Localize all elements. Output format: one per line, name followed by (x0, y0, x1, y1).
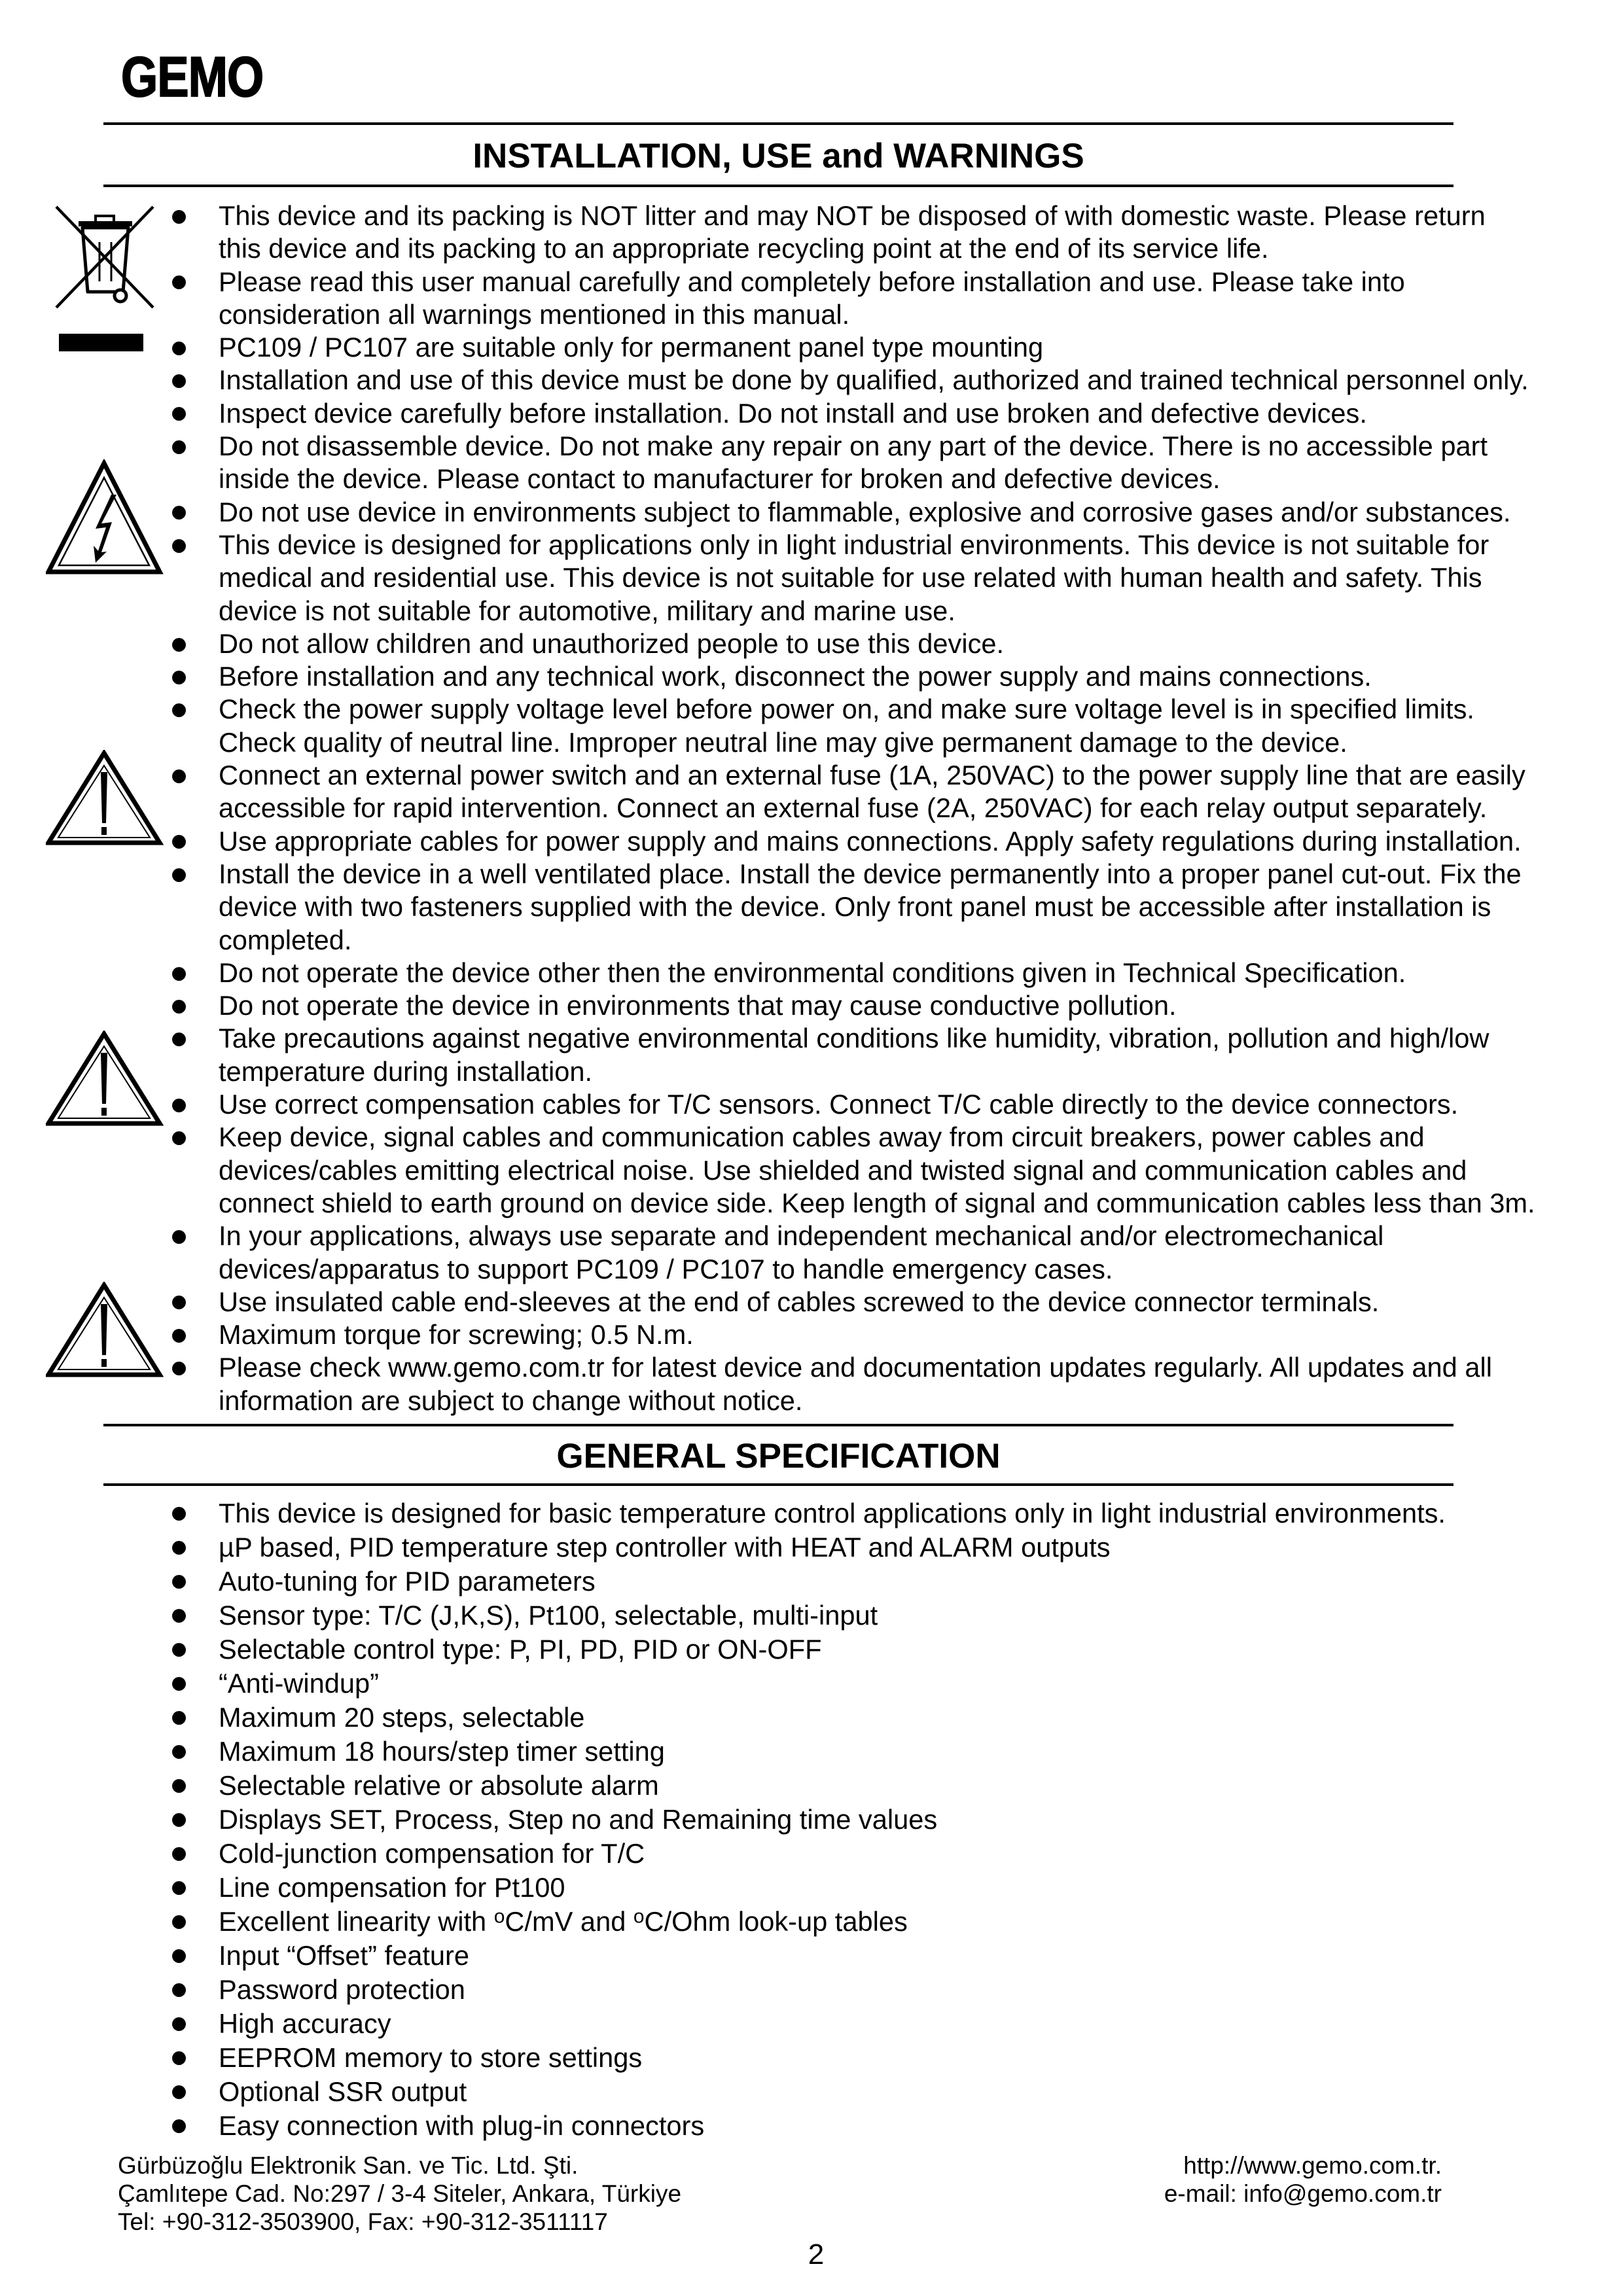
item-line: Keep device, signal cables and communication cables away from circuit breakers, power cables and (219, 1122, 1425, 1153)
item-line: device is not suitable for automotive, military and marine use. (219, 595, 955, 626)
list-item (0, 266, 1623, 332)
item-text: C/mV and (505, 1905, 633, 1937)
list-item (0, 430, 1623, 496)
item-line: Easy connection with plug-in connectors (219, 2110, 705, 2141)
item-line: Do not disassemble device. Do not make any repair on any part of the device. There is no accessible part (219, 431, 1488, 462)
item-text: Excellent linearity with (219, 1905, 494, 1937)
list-item (0, 1530, 1623, 1564)
bullet-icon (172, 2051, 186, 2065)
item-line: “Anti-windup” (219, 1667, 380, 1699)
general-specification-list (0, 1496, 1623, 2143)
list-item (0, 1318, 1623, 1351)
list-item (0, 2075, 1623, 2109)
bullet-icon (172, 1779, 186, 1793)
item-line: Use insulated cable end-sleeves at the end of cables screwed to the device connector terminals. (219, 1286, 1380, 1317)
bullet-icon (172, 2085, 186, 2099)
bullet-icon (172, 1131, 186, 1145)
list-item (0, 1701, 1623, 1735)
list-item (0, 1837, 1623, 1871)
list-item (0, 364, 1623, 397)
bullet-icon (172, 638, 186, 652)
installation-warnings-list (0, 200, 1623, 1417)
bullet-icon (172, 1983, 186, 1997)
degree-superscript: o (493, 1905, 505, 1927)
degree-superscript: o (633, 1905, 645, 1927)
bullet-icon (172, 703, 186, 717)
list-item (0, 989, 1623, 1022)
item-line: Do not allow children and unauthorized people to use this device. (219, 627, 1005, 659)
bullet-icon (172, 1362, 186, 1375)
list-item (0, 2109, 1623, 2143)
bullet-icon (172, 1643, 186, 1657)
item-line: Selectable relative or absolute alarm (219, 1769, 659, 1801)
bullet-icon (172, 868, 186, 882)
bullet-icon (172, 1949, 186, 1963)
footer-email: e-mail: info@gemo.com.tr (1164, 2180, 1442, 2207)
item-line: devices/cables emitting electrical noise. Use shielded and twisted signal and communication cables and (219, 1154, 1467, 1186)
item-line: inside the device. Please contact to manufacturer for broken and defective devices. (219, 463, 1221, 495)
item-line: Check the power supply voltage level before power on, and make sure voltage level is in specified limits. (219, 694, 1474, 725)
item-line: Connect an external power switch and an external fuse (1A, 250VAC) to the power supply line that are easily (219, 760, 1525, 791)
bullet-icon (172, 1847, 186, 1861)
bullet-icon (172, 2119, 186, 2133)
item-line: Sensor type: T/C (J,K,S), Pt100, selectable, multi-input (219, 1599, 878, 1631)
bullet-icon (172, 1541, 186, 1555)
footer-phone-fax: Tel: +90-312-3503900, Fax: +90-312-3511117 (118, 2208, 608, 2235)
bullet-icon (172, 1915, 186, 1929)
footer-website: http://www.gemo.com.tr. (1183, 2151, 1442, 2179)
item-line: High accuracy (219, 2007, 391, 2039)
list-item (0, 660, 1623, 693)
item-line: Take precautions against negative environmental conditions like humidity, vibration, pollution and high/low (219, 1023, 1489, 1054)
list-item (0, 1598, 1623, 1633)
list-item (0, 1871, 1623, 1905)
section-rule (103, 1424, 1454, 1426)
item-line: medical and residential use. This device is not suitable for use related with human health and safety. This (219, 562, 1482, 593)
list-item (0, 1121, 1623, 1220)
bullet-icon (172, 1230, 186, 1244)
item-line: Do not use device in environments subject to flammable, explosive and corrosive gases and/or substances. (219, 496, 1511, 527)
item-text: C/Ohm look-up tables (644, 1905, 908, 1937)
bullet-icon (172, 1099, 186, 1112)
list-item (0, 200, 1623, 266)
bullet-icon (172, 1711, 186, 1725)
page-number: 2 (808, 2238, 825, 2270)
list-item (0, 1022, 1623, 1088)
section-rule (103, 1483, 1454, 1486)
list-item (0, 1769, 1623, 1803)
section-title-installation: INSTALLATION, USE and WARNINGS (473, 137, 1084, 175)
item-line: Use correct compensation cables for T/C sensors. Connect T/C cable directly to the device connectors. (219, 1089, 1459, 1120)
bullet-icon (172, 671, 186, 684)
brand-logo: GEMO (121, 46, 264, 109)
footer-company: Gürbüzoğlu Elektronik San. ve Tic. Ltd. Şti. (118, 2151, 579, 2179)
item-line: Use appropriate cables for power supply and mains connections. Apply safety regulations during installation. (219, 825, 1522, 857)
item-line: This device and its packing is NOT litter and may NOT be disposed of with domestic waste. Please return (219, 200, 1486, 231)
bullet-icon (172, 769, 186, 783)
item-line: Please read this user manual carefully and completely before installation and use. Please take into (219, 266, 1405, 297)
item-line: information are subject to change without notice. (219, 1385, 803, 1416)
item-line: Displays SET, Process, Step no and Remaining time values (219, 1803, 938, 1835)
bullet-icon (172, 967, 186, 981)
list-item (0, 1667, 1623, 1701)
item-line: temperature during installation. (219, 1055, 593, 1087)
bullet-icon (172, 1575, 186, 1589)
list-item (0, 529, 1623, 627)
list-item (0, 858, 1623, 957)
item-line: Installation and use of this device must be done by qualified, authorized and trained technical personnel only. (219, 364, 1529, 396)
item-line: Maximum torque for screwing; 0.5 N.m. (219, 1319, 694, 1351)
bullet-icon (172, 1033, 186, 1046)
item-line: Maximum 20 steps, selectable (219, 1701, 585, 1733)
item-line: Input “Offset” feature (219, 1939, 470, 1971)
item-line: Do not operate the device in environments that may cause conductive pollution. (219, 990, 1177, 1021)
item-line: Inspect device carefully before installation. Do not install and use broken and defective devices. (219, 397, 1367, 429)
list-item (0, 2041, 1623, 2075)
item-line: devices/apparatus to support PC109 / PC107 to handle emergency cases. (219, 1253, 1113, 1284)
item-line: Please check www.gemo.com.tr for latest device and documentation updates regularly. All updates and all (219, 1352, 1492, 1383)
item-line (0, 1905, 1623, 1939)
list-item (0, 397, 1623, 430)
item-line: Auto-tuning for PID parameters (219, 1565, 596, 1597)
item-line: Maximum 18 hours/step timer setting (219, 1735, 665, 1767)
bullet-icon (172, 539, 186, 553)
bullet-icon (172, 1329, 186, 1343)
bullet-icon (172, 1609, 186, 1623)
item-line: Cold-junction compensation for T/C (219, 1837, 645, 1869)
bullet-icon (172, 342, 186, 355)
bullet-icon (172, 1677, 186, 1691)
item-line: Password protection (219, 1973, 465, 2005)
item-line: completed. (219, 924, 352, 955)
item-line: Check quality of neutral line. Improper neutral line may give permanent damage to the device. (219, 726, 1347, 758)
list-item (0, 1351, 1623, 1417)
list-item (0, 1939, 1623, 1973)
item-line: Before installation and any technical work, disconnect the power supply and mains connections. (219, 661, 1372, 692)
bullet-icon (172, 1813, 186, 1827)
item-line: This device is designed for applications only in light industrial environments. This device is not suitable for (219, 529, 1489, 560)
item-line: This device is designed for basic temperature control applications only in light industrial environments. (219, 1497, 1446, 1528)
item-line: In your applications, always use separate and independent mechanical and/or electromechanical (219, 1220, 1384, 1252)
item-line: this device and its packing to an appropriate recycling point at the end of its service life. (219, 233, 1269, 264)
bullet-icon (172, 1881, 186, 1895)
item-line: consideration all warnings mentioned in this manual. (219, 298, 850, 330)
section-title-specification: GENERAL SPECIFICATION (556, 1437, 1001, 1475)
bullet-icon (172, 1000, 186, 1014)
bullet-icon (172, 1745, 186, 1759)
list-item (0, 331, 1623, 364)
list-item (0, 496, 1623, 529)
bullet-icon (172, 440, 186, 454)
footer-address: Çamlıtepe Cad. No:297 / 3-4 Siteler, Ankara, Türkiye (118, 2180, 682, 2207)
bullet-icon (172, 2017, 186, 2031)
list-item (0, 1220, 1623, 1286)
item-line: Line compensation for Pt100 (219, 1871, 565, 1903)
item-line: device with two fasteners supplied with the device. Only front panel must be accessible after installation is (219, 891, 1491, 923)
list-item (0, 1088, 1623, 1121)
list-item (0, 1633, 1623, 1667)
item-line: accessible for rapid intervention. Connect an external fuse (2A, 250VAC) for each relay output separately. (219, 792, 1488, 824)
section-rule (103, 185, 1454, 187)
item-line: EEPROM memory to store settings (219, 2041, 643, 2073)
list-item (0, 759, 1623, 825)
item-line: Do not operate the device other then the environmental conditions given in Technical Specification. (219, 957, 1406, 988)
list-item (0, 1735, 1623, 1769)
list-item (0, 1973, 1623, 2007)
item-line: PC109 / PC107 are suitable only for permanent panel type mounting (219, 332, 1044, 363)
list-item (0, 693, 1623, 759)
item-line: connect shield to earth ground on device side. Keep length of signal and communication cables less than 3m. (219, 1187, 1535, 1218)
list-item (0, 1803, 1623, 1837)
footer-company-info (118, 2151, 681, 2236)
item-line: Optional SSR output (219, 2075, 467, 2107)
list-item (0, 1496, 1623, 1530)
list-item (0, 1286, 1623, 1318)
bullet-icon (172, 1507, 186, 1521)
bullet-icon (172, 210, 186, 224)
list-item (0, 2007, 1623, 2041)
item-line: Install the device in a well ventilated place. Install the device permanently into a proper panel cut-out. Fix the (219, 858, 1522, 889)
list-item (0, 1905, 1623, 1939)
footer-contact (1164, 2151, 1442, 2208)
list-item (0, 957, 1623, 989)
list-item (0, 627, 1623, 660)
item-line: Selectable control type: P, PI, PD, PID or ON-OFF (219, 1633, 822, 1665)
list-item (0, 825, 1623, 858)
section-rule (103, 122, 1454, 125)
list-item (0, 1564, 1623, 1598)
item-line: µP based, PID temperature step controller with HEAT and ALARM outputs (219, 1531, 1111, 1563)
